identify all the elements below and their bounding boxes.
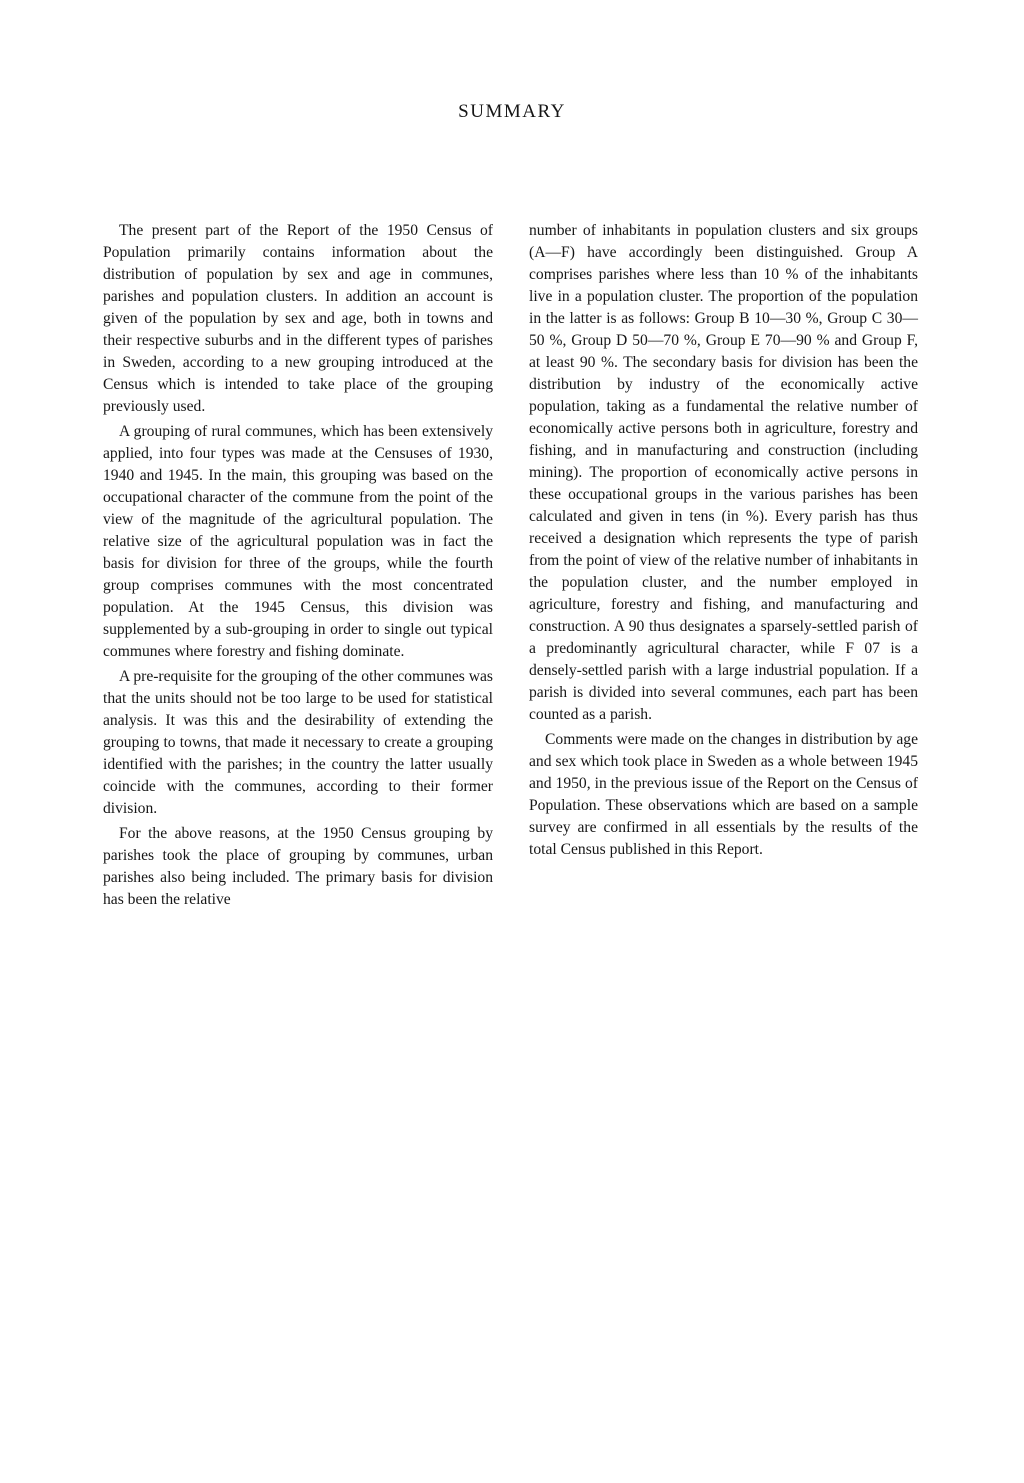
page-title: SUMMARY	[458, 100, 566, 122]
left-column	[103, 220, 493, 911]
paragraph: A pre-requisite for the grouping of the other communes was that the units should not be too large to be used for statistical analysis. It was this and the desirability of extending the grouping to towns, that made it necessary to create a grouping identified with the parishes; in the country the latter usually coincide with the communes, according to their former division.	[103, 668, 493, 817]
right-column	[529, 220, 918, 861]
paragraph: For the above reasons, at the 1950 Census grouping by parishes took the place of grouping by communes, urban parishes also being included. The primary basis for division has been the relative	[103, 825, 493, 908]
paragraph: Comments were made on the changes in distribution by age and sex which took place in Sweden as a whole between 1945 and 1950, in the previous issue of the Report on the Census of Population. These observations which are based on a sample survey are confirmed in all essentials by the results of the total Census published in this Report.	[529, 731, 918, 858]
paragraph: The present part of the Report of the 1950 Census of Population primarily contains information about the distribution of population by sex and age in communes, parishes and population clusters. In addition an account is given of the population by sex and age, both in towns and their respective suburbs and in the different types of parishes in Sweden, according to a new grouping introduced at the Census which is intended to take place of the grouping previously used.	[103, 222, 493, 415]
paragraph-continued: number of inhabitants in population clusters and six groups (A—F) have accordingly been distinguished. Group A comprises parishes where less than 10 % of the inhabitants live in a population cluster. The proportion of the population in the latter is as follows: Group B 10—30 %, Group C 30—50 %, Group D 50—70 %, Group E 70—90 % and Group F, at least 90 %. The secondary basis for division has been the distribution by industry of the economically active population, taking as a fundamental the relative number of economically active persons both in agriculture, forestry and fishing, and in manufacturing and construction (including mining). The proportion of economically active persons in these occupational groups in the various parishes has been calculated and given in tens (in %). Every parish has thus received a designation which represents the type of parish from the point of view of the relative number of inhabitants in the population cluster, and the number employed in agriculture, forestry and fishing, and manufacturing and construction. A 90 thus designates a sparsely-settled parish of a predominantly agricultural character, while F 07 is a densely-settled parish with a large industrial population. If a parish is divided into several communes, each part has been counted as a parish.	[529, 222, 918, 723]
paragraph: A grouping of rural communes, which has been extensively applied, into four types was made at the Censuses of 1930, 1940 and 1945. In the main, this grouping was based on the occupational character of the commune from the point of the view of the magnitude of the agricultural population. The relative size of the agricultural population was in fact the basis for division for three of the groups, while the fourth group comprises communes with the most concentrated population. At the 1945 Census, this division was supplemented by a sub-grouping in order to single out typical communes where forestry and fishing dominate.	[103, 423, 493, 660]
